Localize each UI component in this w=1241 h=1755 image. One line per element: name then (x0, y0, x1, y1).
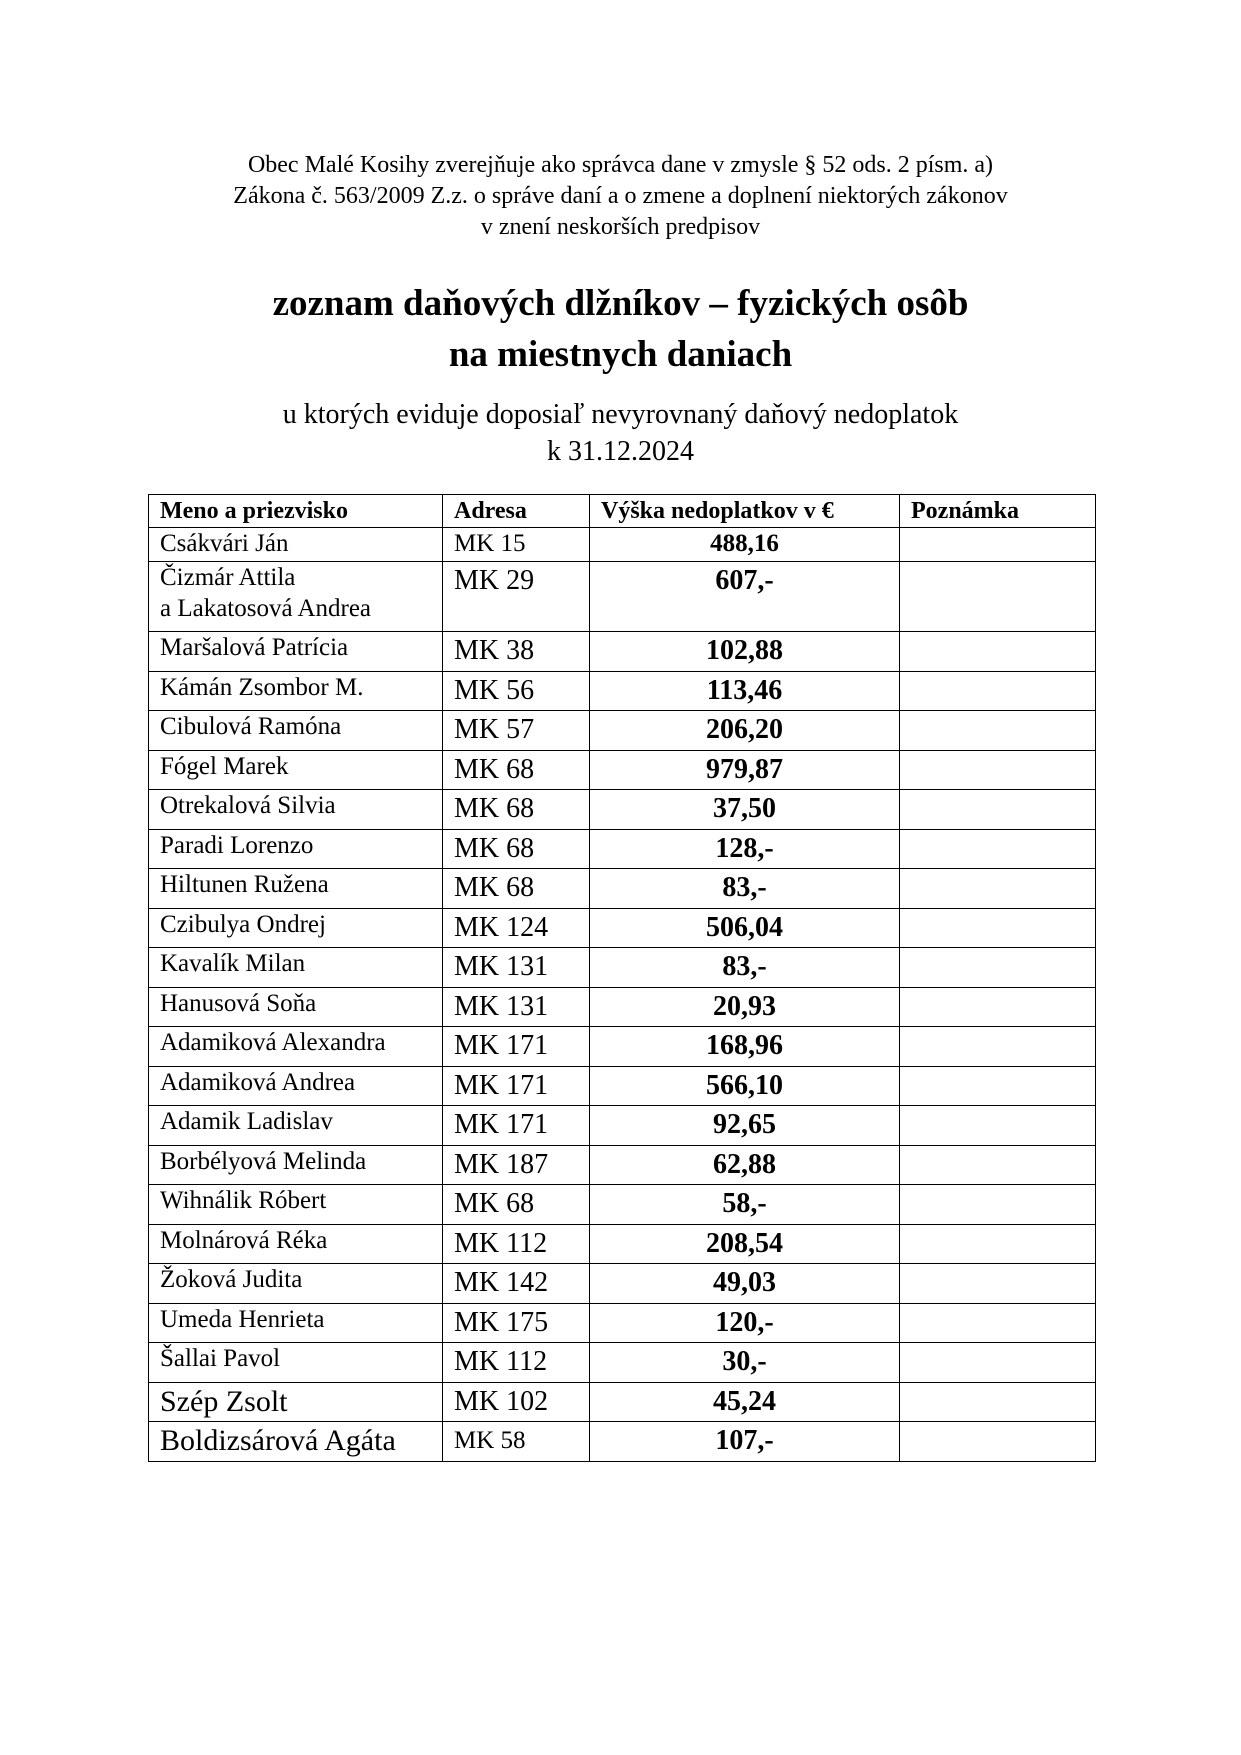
cell-amount: 113,46 (590, 671, 900, 711)
cell-name (149, 1343, 443, 1383)
cell-note (900, 790, 1096, 830)
cell-note (900, 987, 1096, 1027)
cell-amount: 120,- (590, 1303, 900, 1343)
cell-note (900, 869, 1096, 909)
table-row (149, 632, 1096, 672)
header-amount: Výška nedoplatkov v € (590, 495, 900, 528)
cell-amount: 83,- (590, 948, 900, 988)
name-text: Hanusová Soňa (160, 989, 317, 1017)
table-row (149, 1343, 1096, 1383)
cell-name (149, 1303, 443, 1343)
cell-amount: 83,- (590, 869, 900, 909)
name-text: Molnárová Réka (160, 1226, 328, 1254)
intro-text (0, 150, 1241, 243)
cell-amount: 168,96 (590, 1027, 900, 1067)
cell-note (900, 1224, 1096, 1264)
cell-amount: 58,- (590, 1185, 900, 1225)
name-text: Szép Zsolt (160, 1384, 288, 1418)
cell-note (900, 528, 1096, 562)
cell-note (900, 1382, 1096, 1422)
cell-address: MK 112 (443, 1224, 590, 1264)
cell-amount: 566,10 (590, 1066, 900, 1106)
cell-address: MK 68 (443, 750, 590, 790)
cell-name (149, 711, 443, 751)
table-row (149, 1066, 1096, 1106)
cell-address: MK 68 (443, 869, 590, 909)
cell-name (149, 869, 443, 909)
name-text: Czibulya Ondrej (160, 910, 326, 938)
cell-note (900, 948, 1096, 988)
name-text: Boldizsárová Agáta (160, 1424, 396, 1457)
cell-address: MK 171 (443, 1066, 590, 1106)
header-name: Meno a priezvisko (149, 495, 443, 528)
cell-note (900, 632, 1096, 672)
table-row (149, 1027, 1096, 1067)
name-text: Csákvári Ján (160, 530, 289, 557)
cell-note (900, 908, 1096, 948)
table-row (149, 829, 1096, 869)
intro-line-3: v znení neskorších predpisov (480, 214, 761, 240)
name-text: Hiltunen Ružena (160, 871, 329, 898)
cell-address: MK 68 (443, 1185, 590, 1225)
header-note: Poznámka (900, 495, 1096, 528)
cell-name (149, 1066, 443, 1106)
table-row (149, 987, 1096, 1027)
cell-address: MK 38 (443, 632, 590, 672)
name-text: Adamiková Alexandra (160, 1029, 386, 1056)
table-row (149, 1106, 1096, 1146)
cell-address: MK 131 (443, 948, 590, 988)
cell-amount: 107,- (590, 1422, 900, 1462)
intro-line-2: Zákona č. 563/2009 Z.z. o správe daní a o zmene a doplnení niektorých zákonov (233, 183, 1008, 209)
cell-name (149, 632, 443, 672)
cell-amount: 45,24 (590, 1382, 900, 1422)
cell-note (900, 1027, 1096, 1067)
table-row (149, 1422, 1096, 1462)
cell-name (149, 528, 443, 562)
cell-note (900, 711, 1096, 751)
table-row (149, 1382, 1096, 1422)
cell-name (149, 1145, 443, 1185)
cell-address: MK 102 (443, 1382, 590, 1422)
cell-name (149, 829, 443, 869)
cell-name (149, 790, 443, 830)
cell-name (149, 948, 443, 988)
table-row (149, 528, 1096, 562)
table-row (149, 750, 1096, 790)
table-row (149, 1303, 1096, 1343)
cell-name (149, 1185, 443, 1225)
cell-amount: 102,88 (590, 632, 900, 672)
table-row (149, 1264, 1096, 1304)
cell-amount: 979,87 (590, 750, 900, 790)
cell-name (149, 908, 443, 948)
cell-amount: 208,54 (590, 1224, 900, 1264)
cell-note (900, 1145, 1096, 1185)
cell-note (900, 1106, 1096, 1146)
cell-address: MK 68 (443, 790, 590, 830)
name-text: Borbélyová Melinda (160, 1147, 367, 1175)
name-text: Umeda Henrieta (160, 1305, 325, 1333)
debtors-table (148, 494, 1096, 1462)
name-text: Otrekalová Silvia (160, 792, 336, 819)
cell-name (149, 1224, 443, 1264)
cell-note (900, 562, 1096, 632)
cell-address: MK 112 (443, 1343, 590, 1383)
cell-address: MK 124 (443, 908, 590, 948)
cell-note (900, 1303, 1096, 1343)
cell-amount: 37,50 (590, 790, 900, 830)
name-text: Maršalová Patrícia (160, 634, 349, 661)
cell-amount: 206,20 (590, 711, 900, 751)
cell-address: MK 171 (443, 1027, 590, 1067)
table-row (149, 711, 1096, 751)
cell-note (900, 829, 1096, 869)
subtitle-line-1: u ktorých eviduje doposiaľ nevyrovnaný daňový nedoplatok (282, 399, 959, 430)
cell-address: MK 171 (443, 1106, 590, 1146)
table-row (149, 869, 1096, 909)
cell-address: MK 187 (443, 1145, 590, 1185)
document-title (0, 278, 1241, 380)
table-row (149, 1185, 1096, 1225)
cell-address: MK 57 (443, 711, 590, 751)
intro-line-1: Obec Malé Kosihy zverejňuje ako správca dane v zmysle § 52 ods. 2 písm. a) (247, 152, 994, 178)
name-text: Wihnálik Róbert (160, 1187, 327, 1214)
cell-name (149, 1106, 443, 1146)
cell-address: MK 56 (443, 671, 590, 711)
cell-note (900, 671, 1096, 711)
cell-amount: 506,04 (590, 908, 900, 948)
cell-address: MK 68 (443, 829, 590, 869)
name-text: Kámán Zsombor M. (160, 673, 364, 701)
table-row (149, 790, 1096, 830)
name-text: Žoková Judita (160, 1266, 303, 1293)
cell-name (149, 562, 443, 632)
cell-address: MK 58 (443, 1422, 590, 1462)
cell-amount: 92,65 (590, 1106, 900, 1146)
cell-address: MK 175 (443, 1303, 590, 1343)
name-text: Cibulová Ramóna (160, 713, 342, 740)
table-row (149, 908, 1096, 948)
name-text-second-line: a Lakatosová Andrea (160, 595, 372, 622)
table-row (149, 1224, 1096, 1264)
table-row (149, 671, 1096, 711)
cell-note (900, 1185, 1096, 1225)
cell-amount: 49,03 (590, 1264, 900, 1304)
cell-name (149, 1264, 443, 1304)
title-line-2: na miestnych daniach (448, 334, 793, 375)
name-text: Kavalík Milan (160, 950, 306, 977)
cell-note (900, 1343, 1096, 1383)
cell-amount: 30,- (590, 1343, 900, 1383)
cell-note (900, 1066, 1096, 1106)
cell-note (900, 750, 1096, 790)
cell-note (900, 1422, 1096, 1462)
cell-name (149, 1027, 443, 1067)
document-subtitle (0, 396, 1241, 470)
cell-amount: 128,- (590, 829, 900, 869)
cell-note (900, 1264, 1096, 1304)
name-text: Adamiková Andrea (160, 1068, 356, 1096)
name-text: Paradi Lorenzo (160, 831, 314, 859)
cell-name (149, 1382, 443, 1422)
name-text: Adamik Ladislav (160, 1108, 333, 1135)
cell-address: MK 131 (443, 987, 590, 1027)
cell-name (149, 987, 443, 1027)
cell-amount: 20,93 (590, 987, 900, 1027)
cell-amount: 488,16 (590, 528, 900, 562)
table-row (149, 562, 1096, 632)
cell-amount: 607,- (590, 562, 900, 632)
table-row (149, 1145, 1096, 1185)
cell-address: MK 29 (443, 562, 590, 632)
subtitle-date: k 31.12.2024 (547, 436, 694, 467)
table-header-row (149, 495, 1096, 528)
header-address: Adresa (443, 495, 590, 528)
name-text: Šallai Pavol (160, 1345, 281, 1372)
cell-address: MK 142 (443, 1264, 590, 1304)
name-text: Fógel Marek (160, 752, 289, 780)
cell-name (149, 671, 443, 711)
cell-name (149, 750, 443, 790)
cell-amount: 62,88 (590, 1145, 900, 1185)
name-text: Čizmár Attila (160, 564, 296, 591)
cell-address: MK 15 (443, 528, 590, 562)
cell-name (149, 1422, 443, 1462)
table-row (149, 948, 1096, 988)
title-line-1: zoznam daňových dlžníkov – fyzických osôb (272, 283, 969, 324)
